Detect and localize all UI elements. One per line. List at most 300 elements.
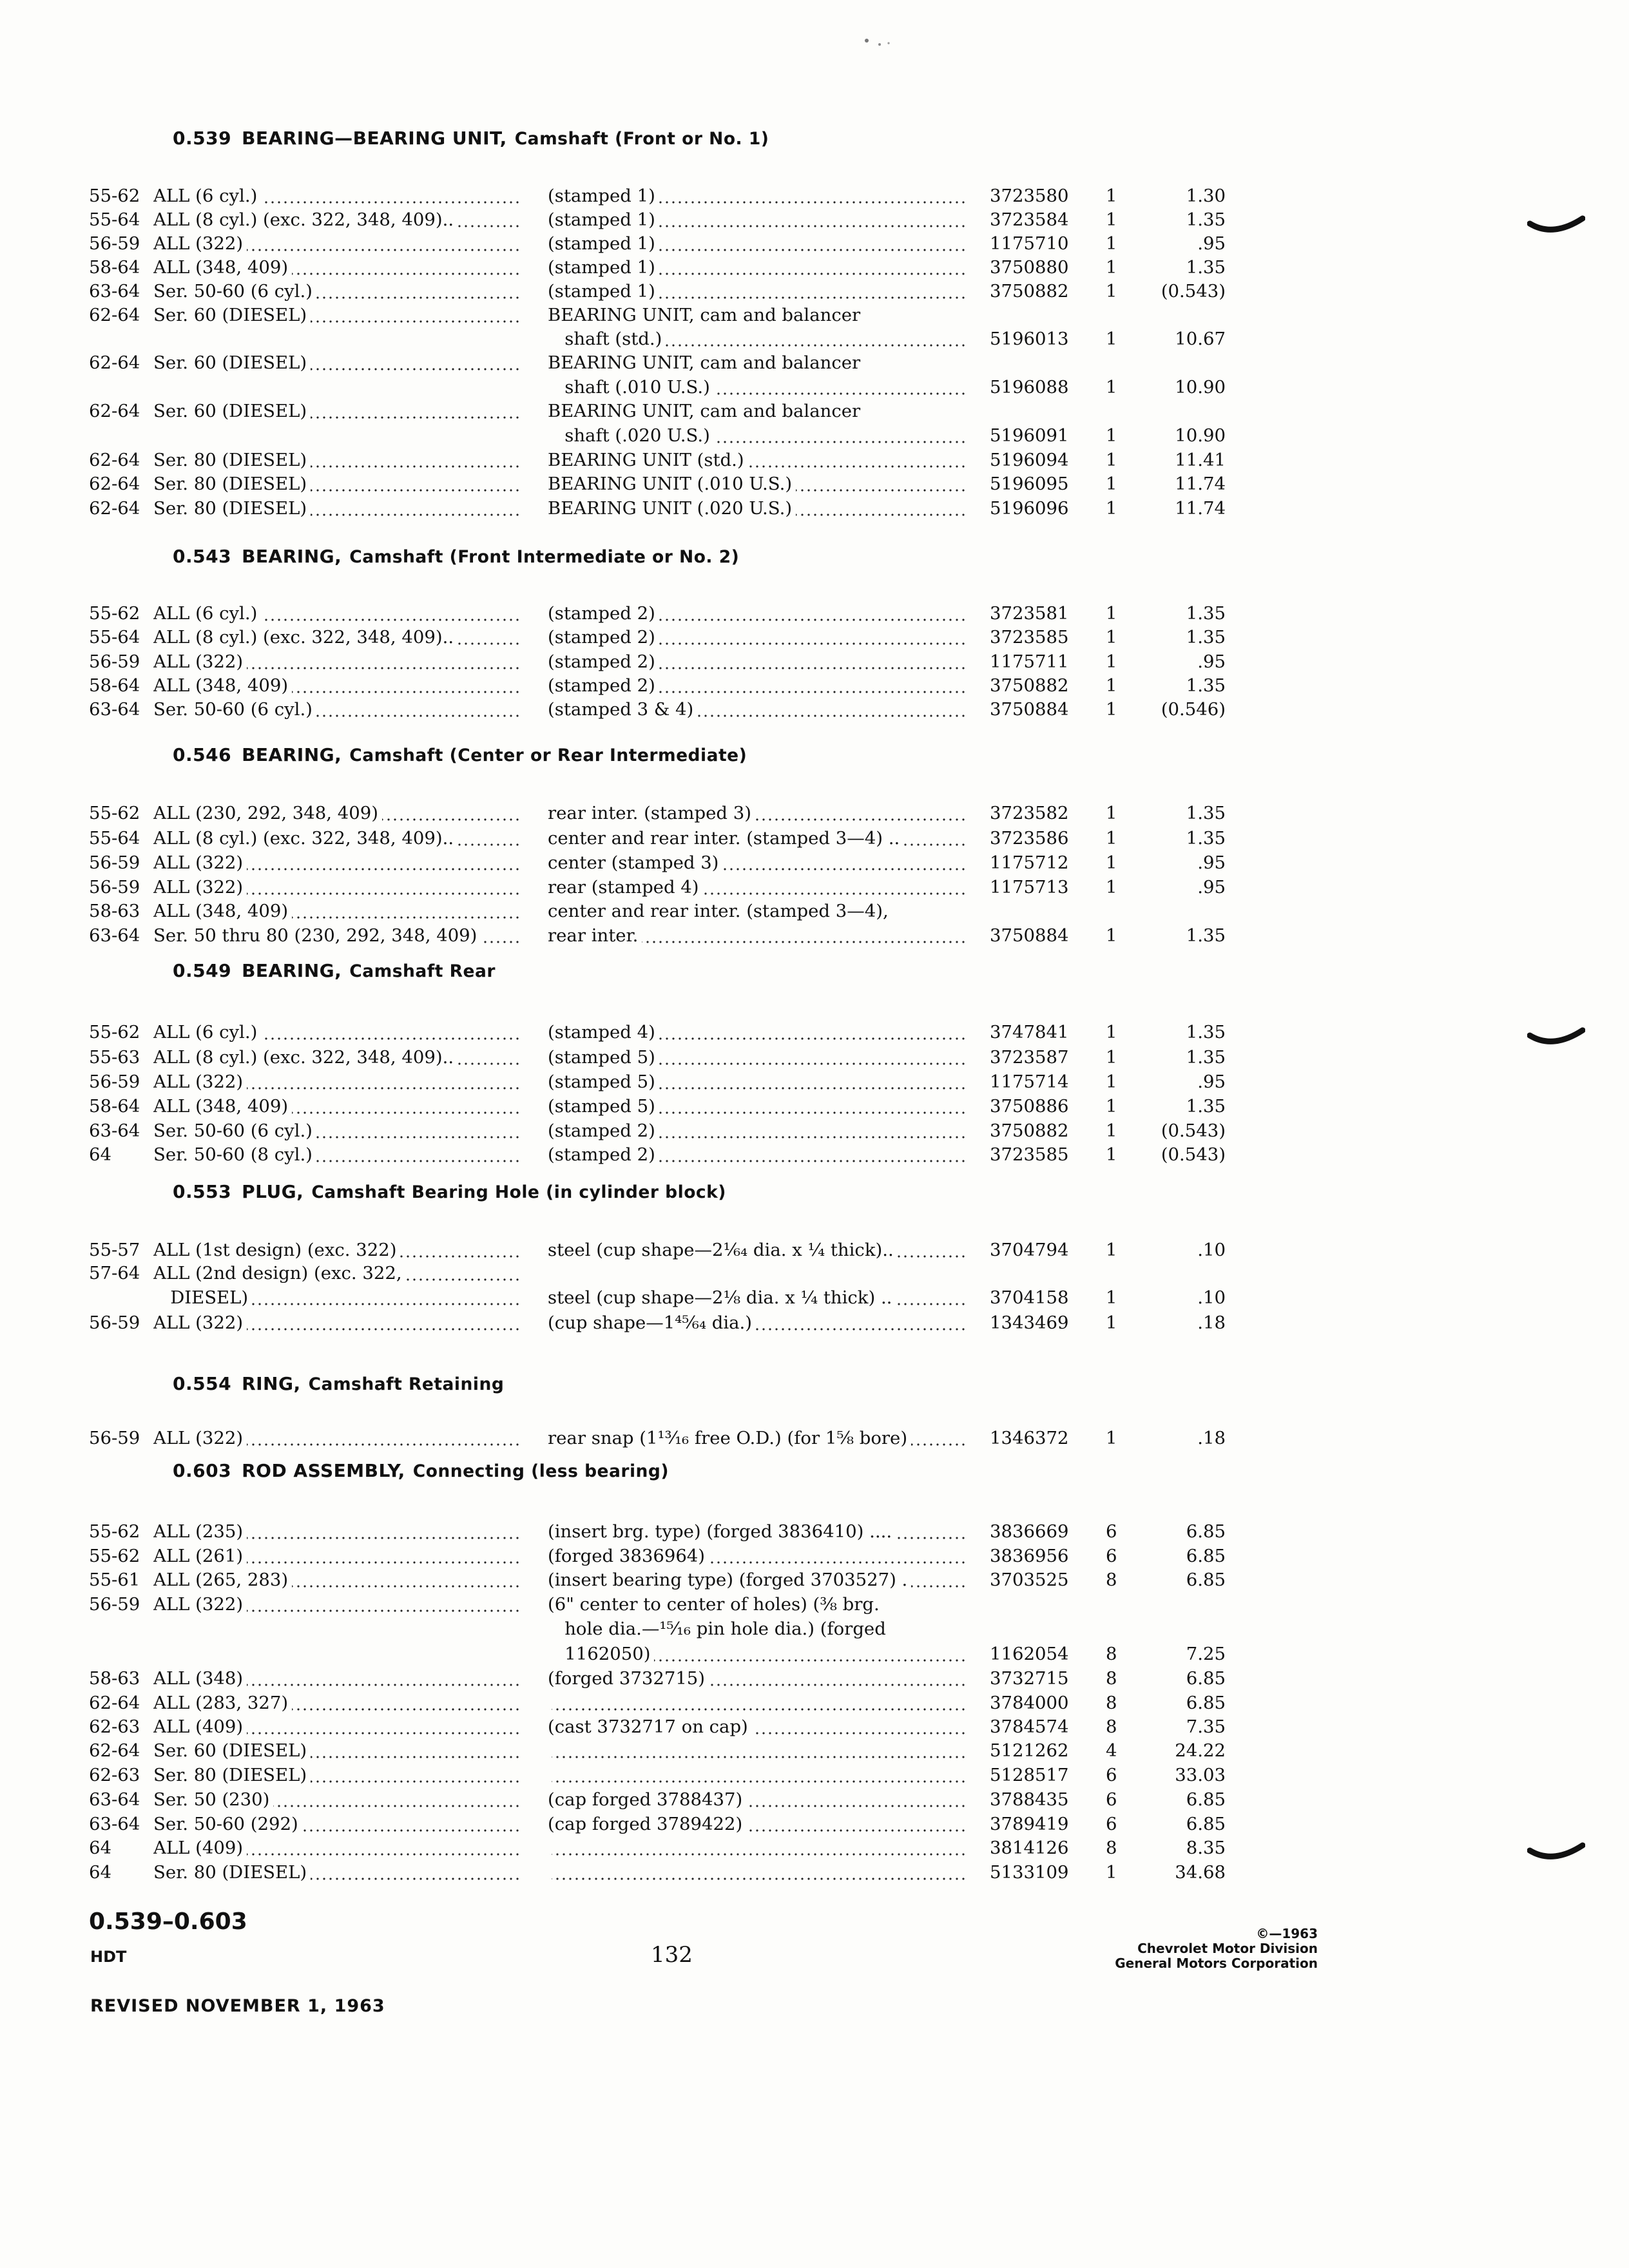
- parts-row: [0, 278, 1629, 304]
- list-price: 6.85: [1186, 1693, 1226, 1713]
- part-description: [548, 1260, 965, 1286]
- model-years: 62-64: [89, 498, 140, 519]
- section-title: ROD ASSEMBLY,: [242, 1460, 405, 1481]
- model-years: 55-62: [89, 803, 140, 823]
- description-text: (stamped 4): [548, 1022, 659, 1043]
- parts-row: [0, 183, 1629, 209]
- model-application: [153, 495, 521, 521]
- model-text: Ser. 50-60 (6 cyl.): [153, 1120, 316, 1141]
- model-text: ALL (322): [153, 651, 247, 672]
- description-text: (forged 3836964): [548, 1546, 709, 1566]
- description-text: [548, 1765, 552, 1785]
- quantity: 1: [1106, 852, 1117, 873]
- part-description: [548, 825, 965, 851]
- parts-row: [0, 471, 1629, 497]
- description-text: (6" center to center of holes) (⅜ brg.: [548, 1594, 883, 1615]
- quantity: 1: [1106, 603, 1117, 624]
- model-years: 56-59: [89, 651, 140, 672]
- section-heading: [173, 960, 496, 981]
- part-description: [548, 1519, 965, 1544]
- quantity: 1: [1106, 425, 1117, 446]
- model-application: [153, 601, 521, 626]
- part-description: [548, 278, 965, 304]
- model-text: Ser. 50 (230): [153, 1789, 273, 1810]
- model-text: [153, 425, 157, 446]
- list-price: 1.35: [1186, 1047, 1226, 1068]
- model-application: [153, 1860, 521, 1885]
- parts-row: [0, 1019, 1629, 1045]
- parts-row: [0, 1591, 1629, 1617]
- quantity: 8: [1106, 1716, 1117, 1737]
- quantity: 1: [1106, 651, 1117, 672]
- quantity: 1: [1106, 1120, 1117, 1141]
- description-text: steel (cup shape—2⅛ dia. x ¼ thick) ..: [548, 1287, 896, 1308]
- quantity: 1: [1106, 329, 1117, 349]
- part-number: 5196091: [990, 425, 1069, 446]
- model-text: [153, 1644, 157, 1664]
- copyright-block: [1095, 1927, 1318, 1971]
- description-text: [548, 1693, 552, 1713]
- part-description: [548, 1019, 965, 1045]
- description-text: center and rear inter. (stamped 3—4) ..: [548, 828, 903, 849]
- parts-row: [0, 850, 1629, 876]
- parts-row: [0, 1093, 1629, 1119]
- parts-row: [0, 255, 1629, 280]
- parts-row: [0, 1666, 1629, 1691]
- model-text: ALL (235): [153, 1521, 247, 1542]
- model-years: 58-64: [89, 257, 140, 278]
- description-text: (cup shape—1⁴⁵⁄₆₄ dia.): [548, 1312, 756, 1333]
- model-application: [153, 1285, 521, 1311]
- part-description: [548, 1543, 965, 1569]
- model-text: Ser. 80 (DIESEL): [153, 474, 311, 494]
- part-number: 1175714: [990, 1072, 1069, 1092]
- parts-row: [0, 1069, 1629, 1095]
- model-application: [153, 1543, 521, 1569]
- model-years: 63-64: [89, 1814, 140, 1834]
- model-text: ALL (6 cyl.): [153, 603, 261, 624]
- model-years: 63-64: [89, 281, 140, 302]
- section-number: 0.539: [173, 128, 232, 149]
- part-number: 3723585: [990, 627, 1069, 648]
- model-application: [153, 1069, 521, 1095]
- model-years: 55-63: [89, 1047, 140, 1068]
- part-number: 3747841: [990, 1022, 1069, 1043]
- quantity: 1: [1106, 209, 1117, 230]
- model-years: 56-59: [89, 852, 140, 873]
- model-application: [153, 183, 521, 209]
- section-heading: [173, 744, 747, 765]
- parts-row: [0, 1811, 1629, 1837]
- model-years: 58-64: [89, 1096, 140, 1117]
- part-description: [548, 1237, 965, 1263]
- description-text: (stamped 1): [548, 209, 659, 230]
- part-number: 3750880: [990, 257, 1069, 278]
- part-number: 3788435: [990, 1789, 1069, 1810]
- list-price: 1.35: [1186, 1096, 1226, 1117]
- model-application: [153, 447, 521, 473]
- list-price: .18: [1197, 1428, 1226, 1448]
- model-application: [153, 350, 521, 376]
- model-application: [153, 1666, 521, 1691]
- model-application: [153, 697, 521, 722]
- parts-row: [0, 1543, 1629, 1569]
- model-text: ALL (1st design) (exc. 322): [153, 1240, 400, 1260]
- part-number: 5133109: [990, 1862, 1069, 1883]
- list-price: 8.35: [1186, 1838, 1226, 1858]
- section-number: 0.549: [173, 960, 232, 981]
- parts-row: [0, 1738, 1629, 1763]
- part-description: [548, 800, 965, 826]
- model-application: [153, 1690, 521, 1716]
- list-price: 6.85: [1186, 1814, 1226, 1834]
- model-application: [153, 874, 521, 900]
- description-text: shaft (.020 U.S.): [548, 425, 714, 446]
- model-years: 55-62: [89, 1521, 140, 1542]
- section-number: 0.543: [173, 546, 232, 567]
- model-application: [153, 1616, 521, 1642]
- model-application: [153, 1762, 521, 1788]
- quantity: 1: [1106, 627, 1117, 648]
- part-description: [548, 1835, 965, 1861]
- part-number: 5196013: [990, 329, 1069, 349]
- part-description: [548, 1310, 965, 1336]
- part-description: [548, 1118, 965, 1144]
- list-price: 6.85: [1186, 1546, 1226, 1566]
- model-text: ALL (322): [153, 1312, 247, 1333]
- list-price: .95: [1197, 1072, 1226, 1092]
- model-years: 58-63: [89, 1668, 140, 1689]
- description-text: (stamped 2): [548, 1144, 659, 1165]
- section-title: RING,: [242, 1373, 301, 1394]
- section-title: PLUG,: [242, 1181, 304, 1202]
- description-text: steel (cup shape—2¹⁄₆₄ dia. x ¼ thick)..: [548, 1240, 898, 1260]
- model-years: 64: [89, 1862, 111, 1883]
- description-text: shaft (std.): [548, 329, 666, 349]
- part-description: [548, 624, 965, 650]
- model-years: 56-59: [89, 1312, 140, 1333]
- model-years: 55-64: [89, 627, 140, 648]
- part-number: 1175711: [990, 651, 1069, 672]
- list-price: .95: [1197, 877, 1226, 898]
- parts-row: [0, 825, 1629, 851]
- parts-row: [0, 1519, 1629, 1544]
- model-years: 58-64: [89, 675, 140, 696]
- model-text: Ser. 50-60 (6 cyl.): [153, 699, 316, 720]
- quantity: 1: [1106, 377, 1117, 398]
- part-description: [548, 231, 965, 256]
- publisher-division: Chevrolet Motor Division: [1137, 1941, 1318, 1956]
- model-years: 56-59: [89, 1428, 140, 1448]
- description-text: center and rear inter. (stamped 3—4),: [548, 901, 892, 921]
- part-number: 3750884: [990, 925, 1069, 946]
- model-text: Ser. 60 (DIESEL): [153, 401, 311, 421]
- model-application: [153, 1835, 521, 1861]
- model-text: Ser. 60 (DIESEL): [153, 305, 311, 325]
- quantity: 8: [1106, 1838, 1117, 1858]
- model-text: ALL (6 cyl.): [153, 186, 261, 206]
- parts-row: [0, 1641, 1629, 1667]
- model-application: [153, 423, 521, 448]
- list-price: (0.543): [1161, 281, 1226, 302]
- part-number: 3703525: [990, 1570, 1069, 1590]
- part-description: [548, 1285, 965, 1311]
- description-text: (stamped 1): [548, 186, 659, 206]
- section-subtitle: Connecting (less bearing): [412, 1461, 670, 1481]
- model-years: 62-64: [89, 450, 140, 470]
- parts-row: [0, 601, 1629, 626]
- parts-row: [0, 1260, 1629, 1286]
- parts-row: [0, 1310, 1629, 1336]
- part-description: [548, 255, 965, 280]
- model-application: [153, 471, 521, 497]
- model-text: [153, 377, 157, 398]
- part-description: [548, 1787, 965, 1812]
- section-title: BEARING,: [242, 744, 342, 765]
- part-description: [548, 350, 965, 376]
- parts-row: [0, 207, 1629, 233]
- description-text: (insert bearing type) (forged 3703527) .: [548, 1570, 911, 1590]
- model-application: [153, 1641, 521, 1667]
- section-subtitle: Camshaft (Center or Rear Intermediate): [349, 745, 747, 765]
- model-text: ALL (2nd design) (exc. 322,: [153, 1263, 406, 1283]
- model-application: [153, 1118, 521, 1144]
- description-text: (stamped 2): [548, 1120, 659, 1141]
- list-price: .18: [1197, 1312, 1226, 1333]
- part-number: 1343469: [990, 1312, 1069, 1333]
- list-price: (0.546): [1161, 699, 1226, 720]
- model-years: 63-64: [89, 699, 140, 720]
- quantity: 1: [1106, 699, 1117, 720]
- model-years: 62-64: [89, 401, 140, 421]
- quantity: 8: [1106, 1693, 1117, 1713]
- part-number: 3704158: [990, 1287, 1069, 1308]
- quantity: 6: [1106, 1789, 1117, 1810]
- model-application: [153, 1738, 521, 1763]
- part-description: [548, 874, 965, 900]
- model-text: Ser. 60 (DIESEL): [153, 352, 311, 373]
- description-text: (cap forged 3789422): [548, 1814, 746, 1834]
- list-price: .10: [1197, 1287, 1226, 1308]
- parts-row: [0, 1690, 1629, 1716]
- model-application: [153, 326, 521, 352]
- model-years: 56-59: [89, 1072, 140, 1092]
- section-subtitle: Camshaft Rear: [349, 961, 496, 981]
- model-text: ALL (322): [153, 1428, 247, 1448]
- model-application: [153, 1714, 521, 1740]
- quantity: 8: [1106, 1668, 1117, 1689]
- description-text: (insert brg. type) (forged 3836410) ....: [548, 1521, 896, 1542]
- model-application: [153, 825, 521, 851]
- model-application: [153, 1425, 521, 1451]
- page-range-code: 0.539–0.603: [89, 1908, 247, 1935]
- parts-row: [0, 874, 1629, 900]
- model-application: [153, 374, 521, 400]
- model-application: [153, 1310, 521, 1336]
- part-description: [548, 1616, 965, 1642]
- section-heading: [173, 1373, 504, 1394]
- model-text: Ser. 80 (DIESEL): [153, 450, 311, 470]
- model-text: ALL (261): [153, 1546, 247, 1566]
- list-price: 1.35: [1186, 603, 1226, 624]
- part-description: [548, 601, 965, 626]
- model-text: ALL (409): [153, 1716, 247, 1737]
- part-description: [548, 1044, 965, 1070]
- description-text: center (stamped 3): [548, 852, 722, 873]
- model-years: 62-64: [89, 305, 140, 325]
- model-years: 55-62: [89, 1022, 140, 1043]
- list-price: 6.85: [1186, 1570, 1226, 1590]
- part-number: 3750882: [990, 281, 1069, 302]
- section-number: 0.553: [173, 1181, 232, 1202]
- description-text: (stamped 5): [548, 1072, 659, 1092]
- model-application: [153, 1093, 521, 1119]
- parts-row: [0, 423, 1629, 448]
- section-heading: [173, 546, 739, 567]
- part-number: 1175710: [990, 233, 1069, 254]
- model-years: 62-64: [89, 1693, 140, 1713]
- model-text: Ser. 80 (DIESEL): [153, 1862, 311, 1883]
- model-text: ALL (230, 292, 348, 409): [153, 803, 382, 823]
- quantity: 1: [1106, 828, 1117, 849]
- part-number: 5128517: [990, 1765, 1069, 1785]
- part-description: [548, 673, 965, 698]
- parts-row: [0, 1860, 1629, 1885]
- parts-row: [0, 447, 1629, 473]
- part-number: 3814126: [990, 1838, 1069, 1858]
- part-number: 3723581: [990, 603, 1069, 624]
- model-application: [153, 1591, 521, 1617]
- part-number: 3750882: [990, 1120, 1069, 1141]
- parts-row: [0, 1237, 1629, 1263]
- model-years: 56-59: [89, 877, 140, 898]
- model-years: 62-64: [89, 1740, 140, 1761]
- description-text: BEARING UNIT, cam and balancer: [548, 401, 864, 421]
- quantity: 1: [1106, 1287, 1117, 1308]
- model-text: DIESEL): [153, 1287, 252, 1308]
- part-description: [548, 649, 965, 675]
- model-text: ALL (348, 409): [153, 257, 292, 278]
- part-number: 5196094: [990, 450, 1069, 470]
- model-text: ALL (348): [153, 1668, 247, 1689]
- quantity: 1: [1106, 803, 1117, 823]
- description-text: (stamped 2): [548, 603, 659, 624]
- quantity: 1: [1106, 186, 1117, 206]
- list-price: 1.35: [1186, 627, 1226, 648]
- model-years: 55-61: [89, 1570, 140, 1590]
- publisher-corporation: General Motors Corporation: [1115, 1956, 1318, 1971]
- part-description: [548, 1666, 965, 1691]
- page-number: 132: [651, 1942, 693, 1968]
- part-number: 3750886: [990, 1096, 1069, 1117]
- part-number: 1175713: [990, 877, 1069, 898]
- model-text: ALL (8 cyl.) (exc. 322, 348, 409)..: [153, 209, 458, 230]
- list-price: 6.85: [1186, 1789, 1226, 1810]
- part-description: [548, 495, 965, 521]
- parts-row: [0, 649, 1629, 675]
- description-text: [548, 1740, 552, 1761]
- description-text: (stamped 5): [548, 1096, 659, 1117]
- model-application: [153, 255, 521, 280]
- part-description: [548, 697, 965, 722]
- model-text: Ser. 80 (DIESEL): [153, 1765, 311, 1785]
- description-text: [548, 1263, 552, 1283]
- quantity: 8: [1106, 1644, 1117, 1664]
- model-years: 63-64: [89, 1120, 140, 1141]
- list-price: 1.35: [1186, 675, 1226, 696]
- part-description: [548, 326, 965, 352]
- quantity: 6: [1106, 1814, 1117, 1834]
- parts-row: [0, 398, 1629, 424]
- model-text: ALL (348, 409): [153, 1096, 292, 1117]
- parts-row: [0, 624, 1629, 650]
- model-text: Ser. 50-60 (292): [153, 1814, 302, 1834]
- parts-row: [0, 923, 1629, 948]
- part-description: [548, 1714, 965, 1740]
- description-text: rear (stamped 4): [548, 877, 703, 898]
- model-years: 64: [89, 1144, 111, 1165]
- model-application: [153, 231, 521, 256]
- quantity: 1: [1106, 1240, 1117, 1260]
- parts-row: [0, 495, 1629, 521]
- part-number: 1175712: [990, 852, 1069, 873]
- part-number: 3723585: [990, 1144, 1069, 1165]
- section-number: 0.546: [173, 744, 232, 765]
- section-number: 0.603: [173, 1460, 232, 1481]
- section-heading: [173, 1181, 726, 1202]
- model-text: ALL (283, 327): [153, 1693, 292, 1713]
- part-number: 5121262: [990, 1740, 1069, 1761]
- model-application: [153, 649, 521, 675]
- list-price: 7.35: [1186, 1716, 1226, 1737]
- part-number: 3789419: [990, 1814, 1069, 1834]
- model-application: [153, 923, 521, 948]
- copyright-year: ©—1963: [1256, 1926, 1318, 1941]
- quantity: 1: [1106, 1144, 1117, 1165]
- list-price: (0.543): [1161, 1144, 1226, 1165]
- parts-row: [0, 1044, 1629, 1070]
- part-number: 3732715: [990, 1668, 1069, 1689]
- part-description: [548, 183, 965, 209]
- section-title: BEARING—BEARING UNIT,: [242, 128, 507, 149]
- quantity: 4: [1106, 1740, 1117, 1761]
- model-text: Ser. 60 (DIESEL): [153, 1740, 311, 1761]
- model-years: 62-63: [89, 1765, 140, 1785]
- part-description: [548, 447, 965, 473]
- quantity: 1: [1106, 1096, 1117, 1117]
- model-years: 63-64: [89, 1789, 140, 1810]
- model-application: [153, 207, 521, 233]
- catalog-code: HDT: [90, 1948, 127, 1966]
- part-number: 3723584: [990, 209, 1069, 230]
- model-application: [153, 850, 521, 876]
- model-text: Ser. 50-60 (6 cyl.): [153, 281, 316, 302]
- part-number: 3750882: [990, 675, 1069, 696]
- list-price: 7.25: [1186, 1644, 1226, 1664]
- model-application: [153, 398, 521, 424]
- part-number: 3836669: [990, 1521, 1069, 1542]
- model-years: 57-64: [89, 1263, 140, 1283]
- part-description: [548, 398, 965, 424]
- parts-row: [0, 374, 1629, 400]
- model-text: ALL (322): [153, 1072, 247, 1092]
- model-years: 64: [89, 1838, 111, 1858]
- part-number: 3784000: [990, 1693, 1069, 1713]
- list-price: 11.74: [1175, 474, 1226, 494]
- part-description: [548, 207, 965, 233]
- part-description: [548, 1811, 965, 1837]
- part-description: [548, 302, 965, 328]
